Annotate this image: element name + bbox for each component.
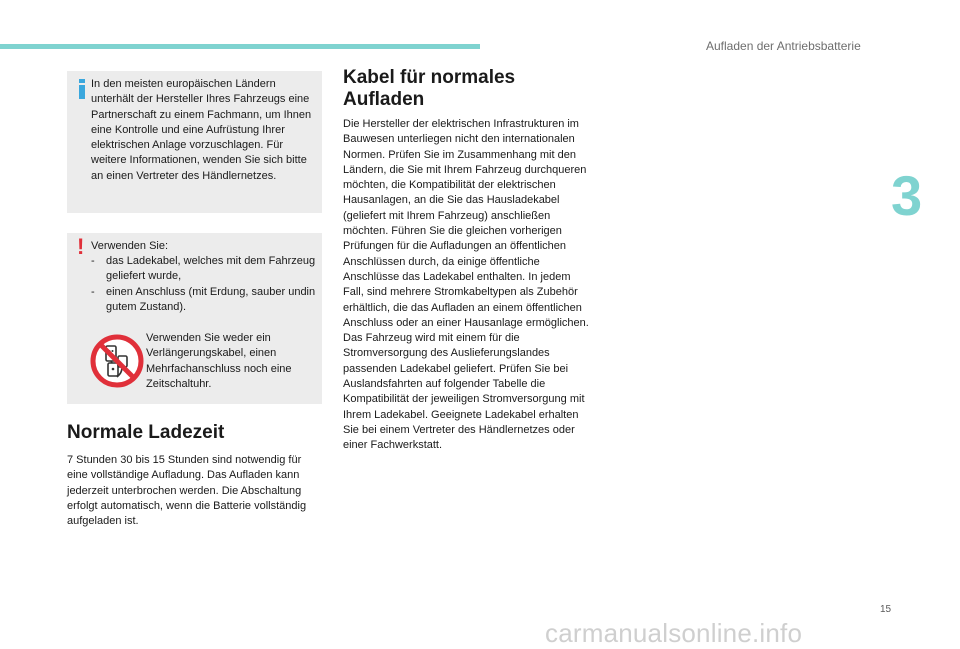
warning-intro: Verwenden Sie: — [91, 240, 169, 252]
info-icon — [79, 79, 85, 99]
normal-charging-body: 7 Stunden 30 bis 15 Stunden sind notwendig für eine vollständige Aufladung. Das Aufladen kann jederzeit unterbrochen werden. Die Abschaltung erfolgt automatisch, wenn die Batterie vollständig aufgeladen ist. — [67, 454, 307, 528]
page-number: 15 — [880, 604, 892, 615]
heading-charging-cable: Kabel für normales Aufladen — [343, 67, 516, 110]
chapter-number: 3 — [891, 164, 923, 227]
watermark: carmanualsonline.info — [545, 618, 803, 648]
warning-icon: ! — [77, 234, 85, 259]
top-accent-bar — [0, 44, 480, 49]
running-header: Aufladen der Antriebsbatterie — [706, 39, 861, 53]
warning-bullet-text: einen Anschluss (mit Erdung, sauber undin gutem Zustand). — [106, 286, 316, 314]
info-box-text: In den meisten europäischen Ländern unterhält der Hersteller Ihres Fahrzeugs eine Partnerschaft zu einem Fachmann, um Ihnen eine Kontrolle und eine Aufrüstung Ihrer elektrischen Anlage vorzuschlagen. Für weitere Informationen, wenden Sie sich bitte an einen Vertreter des Händlernetzes. — [91, 78, 312, 182]
heading-normal-charging-time: Normale Ladezeit — [67, 422, 225, 443]
charging-cable-body: Die Hersteller der elektrischen Infrastrukturen im Bauwesen unterliegen nicht den internationalen Normen. Prüfen Sie im Zusammenhang mit den Ländern, die Sie mit Ihrem Fahrzeug durchqueren möchten, die Kompatibilität der elektrischen Hausanlagen, an die Sie das Hausladekabel (geliefert mit Ihrem Fahrzeug) anschließen möchten. Führen Sie die gleichen vorherigen Prüfungen für die Aufladungen an öffentlichen Anschlüssen durch, da einige öffentliche Anschlüsse das Ladekabel enthalten. In jedem Fall, sind mehrere Stromkabeltypen als Zubehör erhältlich, die das Aufladen an einem öffentlichen Anschluss oder an einer Hausanlage ermöglichen. Das Fahrzeug wird mit einem für die Stromversorgung des Auslieferungslandes passenden Ladekabel geliefert. Prüfen Sie bei Auslandsfahrten auf folgender Tabelle die Kompatibilität der jeweiligen Stromversorgung mit Ihrem Ladekabel. Geeignete Ladekabel erhalten Sie bei einem Vertreter des Händlernetzes oder einer Fachwerkstatt. — [343, 118, 589, 452]
warning-bullet-text: das Ladekabel, welches mit dem Fahrzeug geliefert wurde, — [106, 255, 316, 283]
no-extension-cable-icon — [89, 333, 145, 389]
no-extension-warning-text: Verwenden Sie weder ein Verlängerungskabel, einen Mehrfachanschluss noch eine Zeitschaltuhr. — [146, 332, 292, 390]
